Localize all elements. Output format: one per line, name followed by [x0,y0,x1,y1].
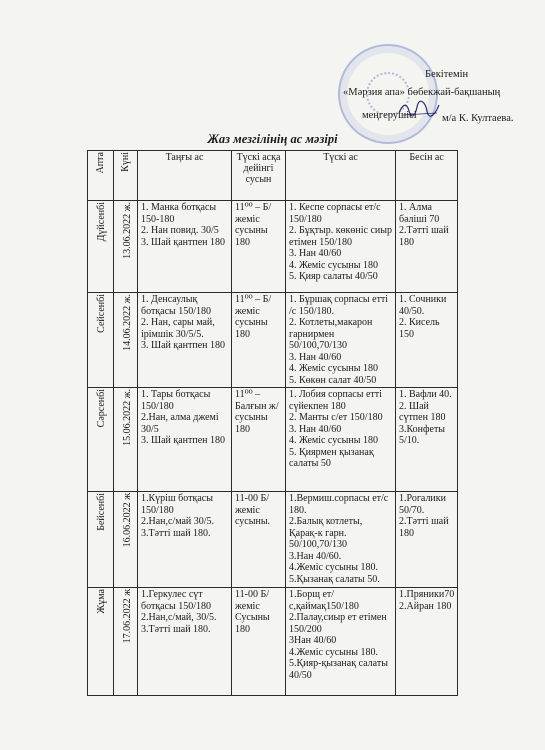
menu-item: 3. Нан 40/60 [289,248,342,259]
menu-item: 3. Нан 40/60 [289,423,342,435]
menu-item: 5.Қияр-қызанақ салаты 40/50 [289,658,388,681]
lunch-cell [286,201,396,293]
menu-item: 1. Кеспе сорпасы ет/с 150/180 [289,202,381,225]
table-row [88,588,458,696]
breakfast-cell [138,492,232,588]
menu-item: 11-00 Б/жеміс Сусыны 180 [235,589,270,635]
breakfast-cell [138,588,232,696]
menu-item: 2. Котлеты,макарон гарнирмен 50/100,70/130 [289,317,373,351]
menu-item: 2.Балық котлеты, Қарақ-к гарн. 50/100,70/130 [289,516,363,550]
menu-item: 1. Манка ботқасы 150-180 [141,202,217,225]
menu-item: 5. Қияр салаты 40/50 [289,271,378,282]
menu-item: 4. Жеміс сусыны 180 [289,259,378,271]
menu-item: 3. Шай қантпен 180 [141,236,226,248]
menu-item: 2.Тәтті шай 180 [399,516,449,539]
menu-item: 2.Нан, алма джемі 30/5 [141,412,219,435]
snack-cell [396,201,458,293]
menu-item: 3.Тәтті шай 180. [141,527,211,539]
menu-item: 4.Жеміс сусыны 180. [289,562,378,573]
approval-title: Бекітемін [425,69,469,80]
table-row [88,201,458,293]
header-week: Апта [88,151,114,201]
menu-item: 3. Шай қантпен 180 [141,340,226,351]
lunch-cell [286,293,396,388]
date-label: 15.06.2022 ж. [122,389,133,446]
lunch-cell [286,388,396,492]
menu-item: 3.Нан 40/60. [289,550,342,562]
menu-item: 3.Конфеты 5/10. [399,423,446,446]
weekday-cell [88,293,114,388]
menu-item: 2. Бұқтыр. көкөніс сиыр етімен 150/180 [289,225,392,248]
menu-item: 1.Геркулес сүт ботқасы 150/180 [141,589,212,612]
table-row [88,492,458,588]
snack-cell [396,388,458,492]
date-cell [114,588,138,696]
menu-item: 1. Денсаулық ботқасы 150/180 [141,294,212,317]
menu-item: 2. Нан повид. 30/5 [141,225,219,236]
menu-item: 2. Шай сүтпен 180 [399,400,446,423]
menu-item: 1. Вафли 40. [399,389,452,400]
menu-item: 2. Нан, сары май, ірімшік 30/5/5. [141,317,215,340]
breakfast-cell [138,293,232,388]
menu-item: 11⁰⁰ – Б/жеміс сусыны 180 [235,294,272,340]
menu-item: 5.Қызанақ салаты 50. [289,573,380,585]
menu-item: 1. Лобия сорпасы етті сүйекпен 180 [289,389,382,412]
header-lunch: Түскі ас [286,151,396,201]
weekday-cell [88,388,114,492]
menu-item: 1.Пряники70 [399,589,455,600]
date-cell [114,201,138,293]
header-pre-lunch: Түскі асқа дейінгі сусын [232,151,286,201]
menu-item: 2.Нан,с/май, 30/5. [141,612,217,623]
snack-cell [396,588,458,696]
menu-item: 5. Қиярмен қызанақ салаты 50 [289,446,374,469]
weekday-label: Сейсенбі [96,294,107,333]
snack-cell [396,293,458,388]
menu-item: 2. Кисель 150 [399,317,440,340]
menu-item: 3.Тәтті шай 180. [141,623,211,635]
approval-name: м/а К. Култаева. [442,113,514,124]
pre-lunch-cell [232,201,286,293]
lunch-cell [286,492,396,588]
menu-item: 1.Рогалики 50/70. [399,493,446,516]
weekday-label: Бейсенбі [96,493,107,531]
pre-lunch-cell [232,388,286,492]
menu-item: 3. Нан 40/60 [289,351,342,363]
header-breakfast: Таңғы ас [138,151,232,201]
breakfast-cell [138,201,232,293]
menu-item: 1.Вермиш.сорпасы ет/с 180. [289,493,389,516]
menu-item: 11⁰⁰ – Балғын ж/сусыны 180 [235,389,279,435]
menu-item: 5. Көкөн салат 40/50 [289,374,377,386]
date-label: 17.06.2022 ж [122,589,133,644]
table-row [88,293,458,388]
menu-item: 1. Сочники 40/50. [399,294,447,317]
date-label: 14.06.2022 ж. [122,294,133,351]
header-day: Күні [114,151,138,201]
date-cell [114,293,138,388]
menu-item: 2.Айран 180 [399,600,452,612]
lunch-cell [286,588,396,696]
menu-item: 2.Тәтті шай 180 [399,225,449,248]
menu-item: 4. Жеміс сусыны 180 [289,363,378,374]
menu-item: 2.Палау,сиыр ет етімен 150/200 [289,612,387,635]
table-row [88,388,458,492]
weekday-cell [88,201,114,293]
menu-item: 11-00 Б/жеміс сусыны. [235,493,271,527]
menu-item: 1. Бұршақ сорпасы етті /с 150/180. [289,294,389,317]
menu-item: 11⁰⁰ – Б/жеміс сусыны 180 [235,202,272,248]
weekday-label: Сәрсенбі [96,389,107,428]
weekday-label: Жұма [96,589,107,614]
menu-item: 3Нан 40/60 [289,635,337,646]
snack-cell [396,492,458,588]
approval-organization: «Мәрзия апа» бөбекжай-бақшаның [343,87,501,98]
menu-item: 4. Жеміс сусыны 180 [289,435,378,446]
document-title: Жаз мезгілінің ас мәзірі [207,132,338,146]
approval-head: меңгерушісі [362,110,417,121]
weekday-cell [88,588,114,696]
header-snack: Бесін ас [396,151,458,201]
date-cell [114,492,138,588]
menu-item: 2.Нан,с/май 30/5. [141,516,215,527]
pre-lunch-cell [232,588,286,696]
pre-lunch-cell [232,492,286,588]
breakfast-cell [138,388,232,492]
date-cell [114,388,138,492]
menu-table [87,150,458,696]
menu-item: 1. Тары ботқасы 150/180 [141,389,211,412]
pre-lunch-cell [232,293,286,388]
weekday-cell [88,492,114,588]
date-label: 16.06.2022 ж [122,493,133,548]
weekday-label: Дүйсенбі [96,202,107,242]
menu-item: 1.Борщ ет/с,қаймақ150/180 [289,589,359,612]
menu-item: 1. Алма бәліші 70 [399,202,440,225]
menu-item: 2. Манты с/ет 150/180 [289,412,383,423]
date-label: 13.06.2022 ж. [122,202,133,259]
menu-item: 4.Жеміс сусыны 180. [289,646,378,658]
menu-item: 1.Күріш ботқасы 150/180 [141,493,213,516]
menu-item: 3. Шай қантпен 180 [141,435,226,446]
